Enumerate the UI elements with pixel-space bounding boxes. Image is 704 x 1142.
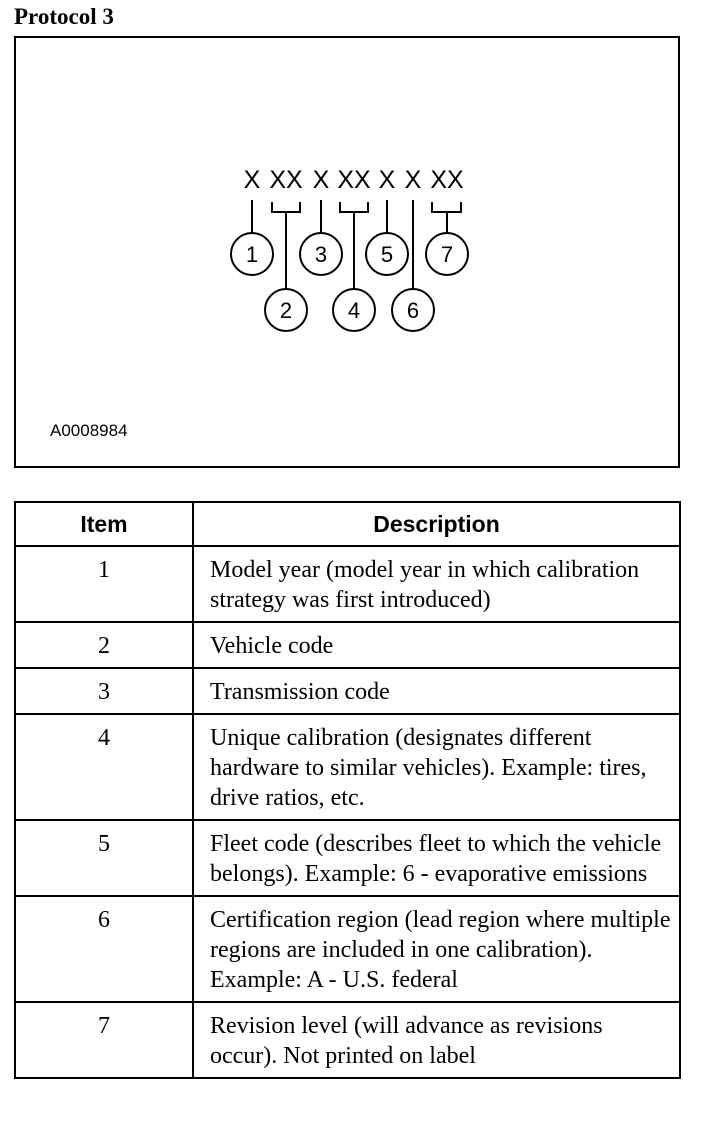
- header-item: Item: [15, 502, 193, 546]
- callout-6: 6: [406, 298, 420, 323]
- table-row: [15, 896, 680, 1002]
- item-number: 3: [15, 668, 193, 714]
- item-description: Transmission code: [193, 668, 680, 714]
- item-number: 5: [15, 820, 193, 896]
- callout-7: 7: [440, 242, 454, 267]
- callout-2: 2: [279, 298, 293, 323]
- item-number: 1: [15, 546, 193, 622]
- callout-4: 4: [347, 298, 361, 323]
- item-description: Vehicle code: [193, 622, 680, 668]
- table-row: [15, 668, 680, 714]
- item-number: 2: [15, 622, 193, 668]
- table-row: [15, 546, 680, 622]
- table-row: [15, 622, 680, 668]
- figure-id: A0008984: [50, 421, 128, 440]
- code-group-5: X: [378, 166, 396, 194]
- item-number: 6: [15, 896, 193, 1002]
- callout-1: 1: [245, 242, 259, 267]
- calibration-code-figure: [14, 36, 680, 468]
- code-group-2: XX: [269, 166, 303, 194]
- callout-3: 3: [314, 242, 328, 267]
- page-title: Protocol 3: [14, 4, 114, 29]
- item-number: 4: [15, 714, 193, 820]
- code-group-4: XX: [337, 166, 371, 194]
- item-number: 7: [15, 1002, 193, 1078]
- code-group-6: X: [404, 166, 422, 194]
- table-row: [15, 714, 680, 820]
- table-row: [15, 1002, 680, 1078]
- header-description: Description: [193, 502, 680, 546]
- item-description-table: [14, 501, 681, 1079]
- callout-5: 5: [380, 242, 394, 267]
- item-description: Revision level (will advance as revisions occur). Not printed on label: [193, 1002, 680, 1078]
- table-row: [15, 820, 680, 896]
- code-group-1: X: [243, 166, 261, 194]
- code-group-3: X: [312, 166, 330, 194]
- code-group-7: XX: [430, 166, 464, 194]
- table-header-row: [15, 502, 680, 546]
- item-description: Model year (model year in which calibration strategy was first introduced): [193, 546, 680, 622]
- code-diagram: [16, 38, 678, 466]
- item-description: Fleet code (describes fleet to which the vehicle belongs). Example: 6 - evaporative emissions: [193, 820, 680, 896]
- item-description: Unique calibration (designates different hardware to similar vehicles). Example: tires, drive ratios, etc.: [193, 714, 680, 820]
- item-description: Certification region (lead region where multiple regions are included in one calibration). Example: A - U.S. federal: [193, 896, 680, 1002]
